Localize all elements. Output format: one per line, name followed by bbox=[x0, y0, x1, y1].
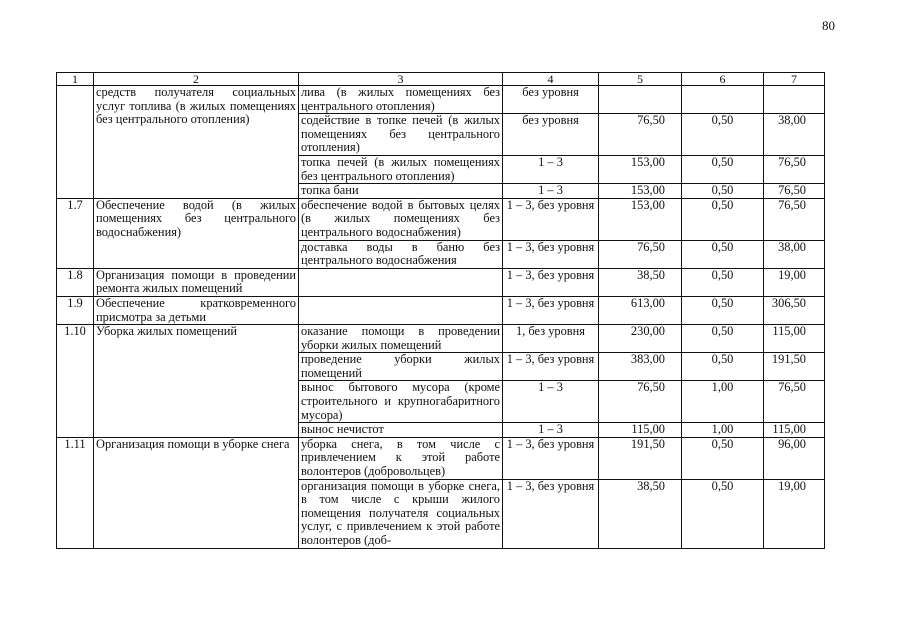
service-name: Уборка жилых помещений bbox=[94, 325, 299, 438]
service-name: средств получателя социальных услуг топлива (в жилых помещениях без центрального отопления) bbox=[94, 86, 299, 199]
value-col5: 230,00 bbox=[599, 325, 682, 353]
header-cell: 3 bbox=[299, 73, 503, 86]
value-col6: 0,50 bbox=[682, 155, 764, 183]
service-name: Обеспечение кратковременного присмотра за детьми bbox=[94, 296, 299, 324]
item-number: 1.7 bbox=[57, 198, 94, 268]
header-cell: 2 bbox=[94, 73, 299, 86]
value-col5: 76,50 bbox=[599, 240, 682, 268]
value-col6 bbox=[682, 86, 764, 114]
header-cell: 5 bbox=[599, 73, 682, 86]
value-col7: 306,50 bbox=[764, 296, 825, 324]
service-level: 1 – 3, без уровня bbox=[503, 437, 599, 479]
value-col5: 383,00 bbox=[599, 353, 682, 381]
value-col6: 0,50 bbox=[682, 240, 764, 268]
value-col6: 0,50 bbox=[682, 268, 764, 296]
value-col6: 0,50 bbox=[682, 437, 764, 479]
service-name: Организация помощи в проведении ремонта жилых помещений bbox=[94, 268, 299, 296]
header-cell: 4 bbox=[503, 73, 599, 86]
service-description: проведение уборки жилых помещений bbox=[299, 353, 503, 381]
value-col5: 38,50 bbox=[599, 268, 682, 296]
page-number: 80 bbox=[822, 18, 835, 33]
service-level: без уровня bbox=[503, 86, 599, 114]
service-description: уборка снега, в том числе с привлечением к этой работе волонтеров (добровольцев) bbox=[299, 437, 503, 479]
value-col6: 0,50 bbox=[682, 184, 764, 199]
service-level: 1 – 3, без уровня bbox=[503, 240, 599, 268]
service-description: вынос нечистот bbox=[299, 423, 503, 438]
value-col7: 76,50 bbox=[764, 381, 825, 423]
item-number: 1.11 bbox=[57, 437, 94, 548]
value-col7: 115,00 bbox=[764, 325, 825, 353]
service-description: содействие в топке печей (в жилых помещениях без центрального отопления) bbox=[299, 114, 503, 156]
service-description: топка бани bbox=[299, 184, 503, 199]
value-col7: 76,50 bbox=[764, 184, 825, 199]
service-level: без уровня bbox=[503, 114, 599, 156]
value-col5: 76,50 bbox=[599, 114, 682, 156]
service-level: 1 – 3 bbox=[503, 184, 599, 199]
service-description bbox=[299, 268, 503, 296]
value-col5 bbox=[599, 86, 682, 114]
table-row bbox=[57, 437, 825, 479]
value-col5: 153,00 bbox=[599, 184, 682, 199]
value-col5: 613,00 bbox=[599, 296, 682, 324]
item-number bbox=[57, 86, 94, 199]
value-col5: 38,50 bbox=[599, 479, 682, 548]
value-col6: 0,50 bbox=[682, 198, 764, 240]
item-number: 1.9 bbox=[57, 296, 94, 324]
service-description: топка печей (в жилых помещениях без центрального отопления) bbox=[299, 155, 503, 183]
service-description: лива (в жилых помещениях без центрального отопления) bbox=[299, 86, 503, 114]
value-col5: 191,50 bbox=[599, 437, 682, 479]
service-description: организация помощи в уборке снега, в том числе с крыши жилого помещения получателя социальных услуг, с привлечением к этой работе волонтеров (доб- bbox=[299, 479, 503, 548]
service-level: 1 – 3, без уровня bbox=[503, 268, 599, 296]
table-row bbox=[57, 268, 825, 296]
value-col5: 153,00 bbox=[599, 155, 682, 183]
table-row bbox=[57, 86, 825, 114]
service-level: 1 – 3, без уровня bbox=[503, 296, 599, 324]
value-col7: 19,00 bbox=[764, 268, 825, 296]
table-row bbox=[57, 198, 825, 240]
service-name: Обеспечение водой (в жилых помещениях без центрального водоснабжения) bbox=[94, 198, 299, 268]
value-col7: 38,00 bbox=[764, 240, 825, 268]
header-cell: 7 bbox=[764, 73, 825, 86]
service-level: 1 – 3, без уровня bbox=[503, 198, 599, 240]
value-col7: 38,00 bbox=[764, 114, 825, 156]
value-col7: 115,00 bbox=[764, 423, 825, 438]
table-row bbox=[57, 296, 825, 324]
value-col7: 76,50 bbox=[764, 198, 825, 240]
service-level: 1, без уровня bbox=[503, 325, 599, 353]
value-col6: 0,50 bbox=[682, 114, 764, 156]
value-col5: 76,50 bbox=[599, 381, 682, 423]
value-col6: 0,50 bbox=[682, 353, 764, 381]
service-description: вынос бытового мусора (кроме строительного и крупногабаритного мусора) bbox=[299, 381, 503, 423]
header-cell: 6 bbox=[682, 73, 764, 86]
service-description: обеспечение водой в бытовых целях (в жилых помещениях без центрального водоснабжения) bbox=[299, 198, 503, 240]
value-col7 bbox=[764, 86, 825, 114]
service-level: 1 – 3 bbox=[503, 381, 599, 423]
value-col5: 115,00 bbox=[599, 423, 682, 438]
service-description bbox=[299, 296, 503, 324]
tariff-table bbox=[56, 72, 825, 549]
service-description: доставка воды в баню без центрального водоснабжения bbox=[299, 240, 503, 268]
header-cell: 1 bbox=[57, 73, 94, 86]
value-col5: 153,00 bbox=[599, 198, 682, 240]
value-col7: 19,00 bbox=[764, 479, 825, 548]
value-col7: 76,50 bbox=[764, 155, 825, 183]
service-level: 1 – 3 bbox=[503, 423, 599, 438]
value-col6: 1,00 bbox=[682, 423, 764, 438]
value-col6: 0,50 bbox=[682, 325, 764, 353]
service-description: оказание помощи в проведении уборки жилых помещений bbox=[299, 325, 503, 353]
table-row bbox=[57, 325, 825, 353]
item-number: 1.10 bbox=[57, 325, 94, 438]
value-col6: 0,50 bbox=[682, 479, 764, 548]
value-col6: 1,00 bbox=[682, 381, 764, 423]
service-level: 1 – 3 bbox=[503, 155, 599, 183]
header-row bbox=[57, 73, 825, 86]
item-number: 1.8 bbox=[57, 268, 94, 296]
value-col7: 96,00 bbox=[764, 437, 825, 479]
service-level: 1 – 3, без уровня bbox=[503, 479, 599, 548]
value-col7: 191,50 bbox=[764, 353, 825, 381]
service-name: Организация помощи в уборке снега bbox=[94, 437, 299, 548]
value-col6: 0,50 bbox=[682, 296, 764, 324]
service-level: 1 – 3, без уровня bbox=[503, 353, 599, 381]
